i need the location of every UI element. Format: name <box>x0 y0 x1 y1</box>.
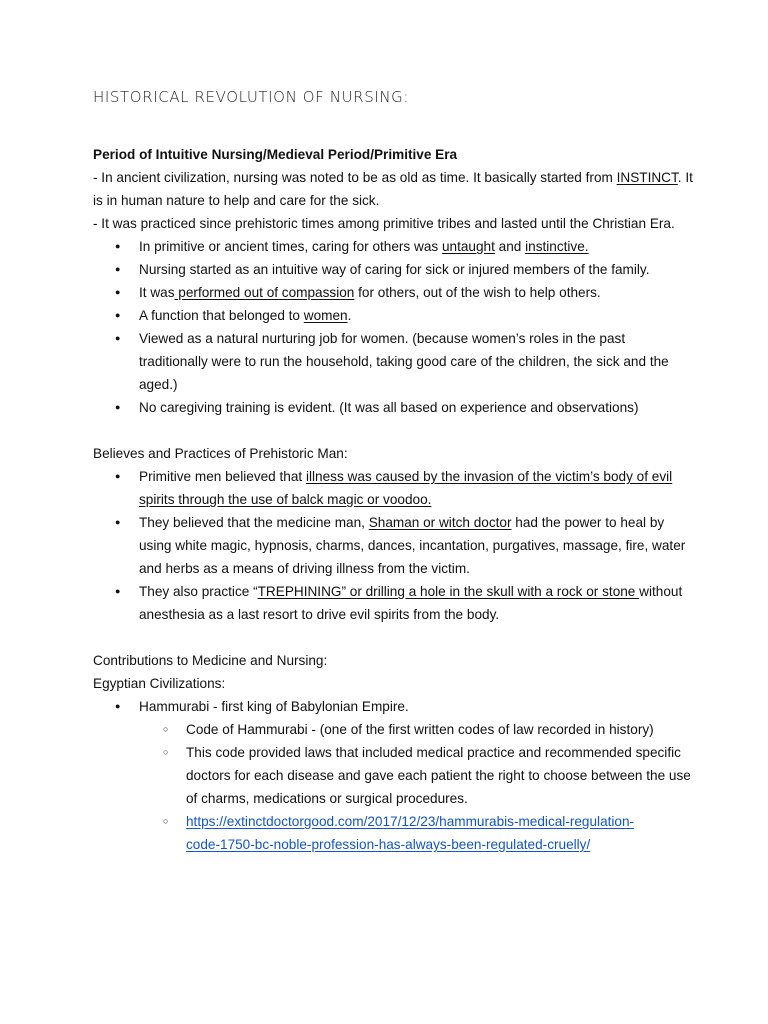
text: - In ancient civilization, nursing was noted to be as old as time. It basically started from <box>93 170 617 185</box>
bullet-list-prehistoric-beliefs <box>93 465 693 626</box>
underlined-text: instinctive. <box>525 239 589 254</box>
underlined-text: women <box>303 308 348 323</box>
text: . <box>347 308 352 323</box>
sub-list-item <box>93 810 693 856</box>
list-item: ● Nursing started as an intuitive way of caring for sick or injured members of the family. <box>93 258 693 281</box>
text: In primitive or ancient times, caring for others was <box>139 239 442 254</box>
list-item <box>93 304 693 327</box>
text: Hammurabi - first king of Babylonian Empire. <box>139 699 409 714</box>
text: Primitive men believed that <box>139 469 306 484</box>
text: . It is in human nature to help and care for the sick. <box>93 170 693 208</box>
text: without anesthesia as a last resort to drive evil spirits from the body. <box>139 584 683 622</box>
sub-list-item: ○ This code provided laws that included medical practice and recommended specific doctors for each disease and gave each patient the right to choose between the use of charms, medications or surgical procedures. <box>93 741 693 810</box>
list-item: ● Viewed as a natural nurturing job for women. (because women’s roles in the past traditionally were to run the household, taking good care of the children, the sick and the aged.) <box>93 327 693 396</box>
list-item <box>93 281 693 304</box>
link-line: ○ https://extinctdoctorgood.com/2017/12/23/hammurabis-medical-regulation- <box>186 814 635 829</box>
text: had the power to heal by using white magic, hypnosis, charms, dances, incantation, purgatives, massage, fire, water and herbs as a means of driving illness from the victim. <box>139 515 686 576</box>
paragraph-ancient-civilization <box>93 166 693 212</box>
list-item <box>93 580 693 626</box>
text: for others, out of the wish to help others. <box>354 285 601 300</box>
document-title: HISTORICAL REVOLUTION OF NURSING: <box>93 88 410 106</box>
underlined-text: TREPHINING” or drilling a hole in the skull with a rock or stone <box>257 584 640 599</box>
section-heading-intuitive-nursing: Period of Intuitive Nursing/Medieval Period/Primitive Era <box>93 147 458 162</box>
underlined-text: untaught <box>441 239 495 254</box>
underlined-text: performed out of compassion <box>174 285 355 300</box>
list-item <box>93 511 693 580</box>
underlined-text: illness was caused by the invasion of the victim’s body of evil spirits through the use of balck magic or voodoo. <box>139 469 673 507</box>
underlined-text: Shaman or witch doctor <box>368 515 512 530</box>
text: They believed that the medicine man, <box>139 515 369 530</box>
list-item <box>93 235 693 258</box>
section-heading-prehistoric-beliefs: Believes and Practices of Prehistoric Man: <box>93 446 348 461</box>
underlined-text: INSTINCT <box>616 170 678 185</box>
section-heading-contributions: Contributions to Medicine and Nursing: <box>93 653 328 668</box>
spacer <box>93 626 693 649</box>
link-line: code-1750-bc-noble-profession-has-always-been-regulated-cruelly/ <box>186 837 591 852</box>
text: It was <box>139 285 175 300</box>
text: They also practice “ <box>139 584 258 599</box>
spacer <box>93 419 693 442</box>
paragraph-prehistoric-times: - It was practiced since prehistoric times among primitive tribes and lasted until the Christian Era. <box>93 216 675 231</box>
list-item: ● No caregiving training is evident. (It was all based on experience and observations) <box>93 396 693 419</box>
subheading-egyptian-civilizations: Egyptian Civilizations: <box>93 676 226 691</box>
reference-link[interactable] <box>186 810 693 856</box>
list-item <box>93 465 693 511</box>
sub-list-item: ○ Code of Hammurabi - (one of the first written codes of law recorded in history) <box>93 718 693 741</box>
bullet-list-intuitive-nursing <box>93 235 693 419</box>
list-item <box>93 695 693 856</box>
document-body <box>93 143 693 856</box>
sub-list-hammurabi <box>93 718 693 856</box>
text: and <box>494 239 526 254</box>
bullet-list-contributions <box>93 695 693 856</box>
text: A function that belonged to <box>139 308 304 323</box>
